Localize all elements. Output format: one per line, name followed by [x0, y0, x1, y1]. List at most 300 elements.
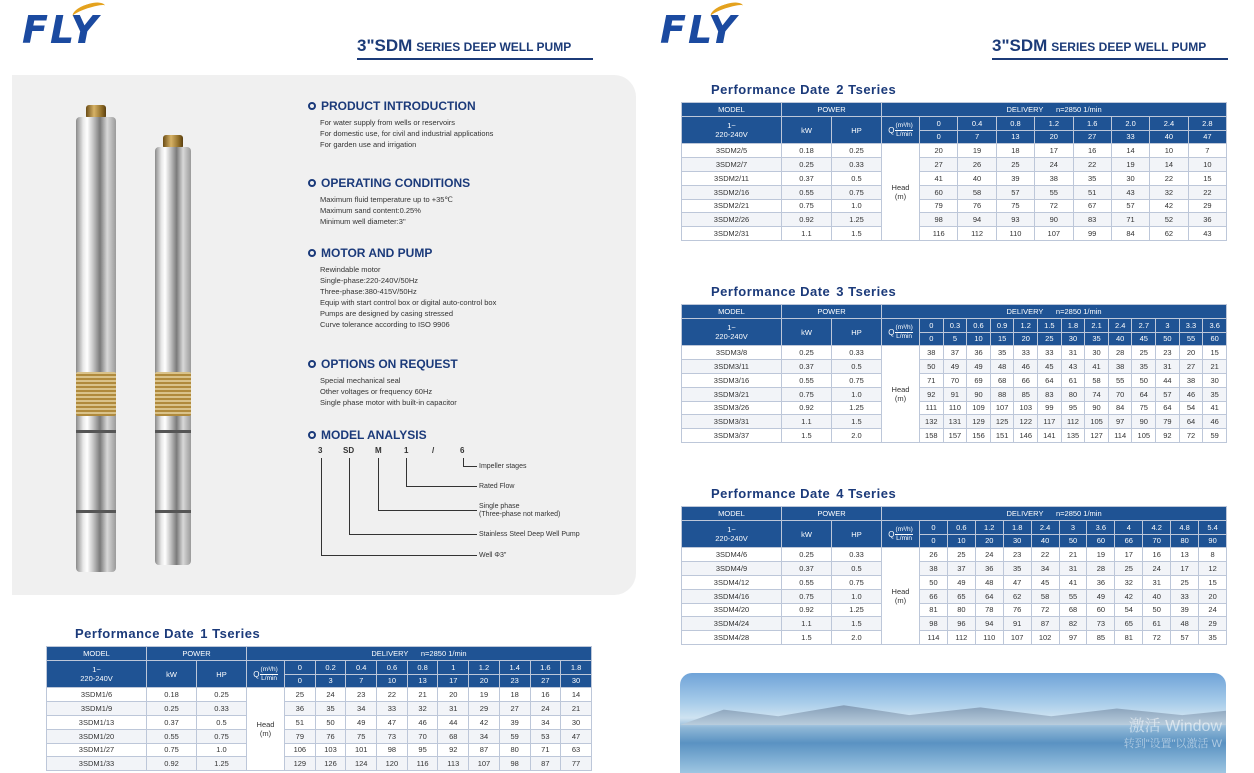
head-value-cell: 83 — [1073, 213, 1111, 227]
connector-line — [378, 458, 379, 511]
head-value-cell: 84 — [1111, 227, 1149, 241]
head-value-cell: 22 — [1150, 171, 1188, 185]
head-value-cell: 42 — [1115, 589, 1143, 603]
section-options-on-request — [308, 357, 458, 408]
head-value-cell: 75 — [346, 729, 377, 743]
performance-table-3t — [681, 304, 1227, 443]
model-cell: 3SDM3/21 — [682, 387, 782, 401]
flow-m3h-cell: 1.6 — [530, 660, 561, 674]
head-value-cell: 45 — [1031, 575, 1059, 589]
title-rule — [357, 58, 593, 60]
label-impeller-stages: Impeller stages — [479, 463, 527, 470]
head-value-cell: 82 — [1059, 617, 1087, 631]
hp-cell: 0.5 — [832, 562, 882, 576]
hp-cell: 1.25 — [832, 603, 882, 617]
head-value-cell: 146 — [1014, 429, 1038, 443]
pump-ring — [76, 510, 116, 513]
head-value-cell: 29 — [1199, 617, 1227, 631]
flow-m3h-cell: 0.4 — [346, 660, 377, 674]
unit-stack — [895, 122, 912, 139]
head-value-cell: 19 — [1111, 158, 1149, 172]
header-flow-unit — [247, 660, 285, 688]
header-delivery — [247, 647, 592, 661]
flow-m3h-cell: 3.3 — [1179, 318, 1203, 332]
header-hp: HP — [832, 116, 882, 144]
flow-m3h-cell: 5.4 — [1199, 520, 1227, 534]
header-hp: HP — [832, 318, 882, 346]
table-row — [682, 360, 1227, 374]
header-kw: kW — [782, 318, 832, 346]
head-value-cell: 112 — [947, 631, 975, 645]
flow-lmin-cell: 10 — [377, 674, 408, 688]
head-value-cell: 35 — [1199, 631, 1227, 645]
logo-text: FLY — [22, 8, 100, 52]
head-value-cell: 31 — [1143, 575, 1171, 589]
head-value-cell: 76 — [315, 729, 346, 743]
head-value-cell: 80 — [1061, 387, 1085, 401]
head-value-cell: 39 — [499, 715, 530, 729]
kw-cell: 0.25 — [782, 158, 832, 172]
head-value-cell: 116 — [920, 227, 958, 241]
activation-watermark-sub: 转到"设置"以激活 W — [1123, 738, 1222, 750]
head-value-cell: 25 — [1132, 346, 1156, 360]
head-value-cell: 92 — [438, 743, 469, 757]
section-line: For garden use and irrigation — [320, 140, 417, 149]
connector-line — [349, 534, 477, 535]
table-row — [682, 144, 1227, 158]
label-single-phase: Single phase — [479, 503, 520, 510]
flow-m3h-cell: 0.3 — [943, 318, 967, 332]
head-value-cell: 55 — [1035, 185, 1073, 199]
head-value-cell: 21 — [1203, 360, 1227, 374]
head-value-cell: 91 — [943, 387, 967, 401]
header-delivery — [882, 305, 1227, 319]
head-value-cell: 76 — [1003, 603, 1031, 617]
head-value-cell: 17 — [1115, 548, 1143, 562]
head-value-cell: 90 — [1035, 213, 1073, 227]
head-value-cell: 135 — [1061, 429, 1085, 443]
head-label-cell: Head (m) — [882, 548, 920, 645]
head-value-cell: 47 — [561, 729, 592, 743]
flow-lmin-cell: 70 — [1143, 534, 1171, 548]
unit-m3h: (m³/h) — [895, 121, 913, 129]
head-value-cell: 17 — [1035, 144, 1073, 158]
head-value-cell: 96 — [947, 617, 975, 631]
head-value-cell: 88 — [990, 387, 1014, 401]
head-value-cell: 25 — [1171, 575, 1199, 589]
head-value-cell: 55 — [1108, 373, 1132, 387]
section-line: Pumps are designed by casing stressed — [320, 309, 453, 318]
head-value-cell: 41 — [1203, 401, 1227, 415]
head-value-cell: 49 — [943, 360, 967, 374]
head-value-cell: 49 — [346, 715, 377, 729]
model-cell: 3SDM2/31 — [682, 227, 782, 241]
head-value-cell: 16 — [1073, 144, 1111, 158]
flow-lmin-cell: 35 — [1085, 332, 1109, 346]
flow-m3h-cell: 0 — [920, 520, 948, 534]
head-value-cell: 63 — [561, 743, 592, 757]
head-value-cell: 94 — [975, 617, 1003, 631]
unit-lmin: L/min — [261, 674, 278, 682]
flow-lmin-cell: 80 — [1171, 534, 1199, 548]
unit-stack — [895, 526, 912, 543]
model-cell: 3SDM1/20 — [47, 729, 147, 743]
flow-lmin-cell: 15 — [990, 332, 1014, 346]
flow-m3h-cell: 4 — [1115, 520, 1143, 534]
flow-lmin-cell: 30 — [1003, 534, 1031, 548]
head-value-cell: 33 — [1014, 346, 1038, 360]
header-voltage: 1~ 220-240V — [47, 660, 147, 688]
pump-intake — [76, 372, 116, 416]
bullet-icon — [308, 431, 316, 439]
head-value-cell: 42 — [469, 715, 500, 729]
head-value-cell: 99 — [1038, 401, 1062, 415]
head-value-cell: 59 — [1203, 429, 1227, 443]
head-value-cell: 41 — [1085, 360, 1109, 374]
hp-cell: 1.0 — [197, 743, 247, 757]
bullet-icon — [308, 102, 316, 110]
head-value-cell: 48 — [990, 360, 1014, 374]
head-value-cell: 46 — [1014, 360, 1038, 374]
head-value-cell: 34 — [1031, 562, 1059, 576]
flow-lmin-cell: 30 — [1061, 332, 1085, 346]
header-flow-unit — [882, 520, 920, 548]
flow-m3h-cell: 0.9 — [990, 318, 1014, 332]
code-separator: / — [432, 446, 435, 455]
head-value-cell: 10 — [1150, 144, 1188, 158]
header-kw: kW — [782, 520, 832, 548]
code-phase: M — [375, 446, 382, 455]
hp-cell: 0.33 — [832, 548, 882, 562]
table-header-row — [682, 318, 1227, 332]
unit-stack — [895, 324, 912, 341]
flow-m3h-cell: 2.7 — [1132, 318, 1156, 332]
head-value-cell: 8 — [1199, 548, 1227, 562]
unit-lmin: L/min — [896, 130, 913, 138]
head-value-cell: 131 — [943, 415, 967, 429]
table-row — [682, 227, 1227, 241]
flow-m3h-cell: 4.2 — [1143, 520, 1171, 534]
label-stainless-steel: Stainless Steel Deep Well Pump — [479, 531, 580, 538]
table-header-row — [682, 103, 1227, 117]
head-value-cell: 32 — [407, 702, 438, 716]
head-value-cell: 87 — [1031, 617, 1059, 631]
head-value-cell: 46 — [1203, 415, 1227, 429]
head-value-cell: 68 — [1059, 603, 1087, 617]
head-value-cell: 36 — [285, 702, 316, 716]
flow-lmin-cell: 5 — [943, 332, 967, 346]
head-value-cell: 97 — [1108, 415, 1132, 429]
head-value-cell: 76 — [958, 199, 996, 213]
flow-m3h-cell: 0 — [285, 660, 316, 674]
head-value-cell: 64 — [1179, 415, 1203, 429]
head-value-cell: 87 — [469, 743, 500, 757]
head-value-cell: 69 — [967, 373, 991, 387]
head-value-cell: 24 — [1143, 562, 1171, 576]
head-value-cell: 21 — [561, 702, 592, 716]
head-value-cell: 38 — [1179, 373, 1203, 387]
head-value-cell: 23 — [1156, 346, 1180, 360]
head-value-cell: 72 — [1031, 603, 1059, 617]
head-value-cell: 95 — [407, 743, 438, 757]
kw-cell: 0.55 — [782, 185, 832, 199]
head-value-cell: 25 — [996, 158, 1034, 172]
connector-line — [321, 458, 322, 556]
head-value-cell: 101 — [346, 743, 377, 757]
head-value-cell: 75 — [1132, 401, 1156, 415]
flow-lmin-cell: 10 — [947, 534, 975, 548]
head-value-cell: 57 — [1171, 631, 1199, 645]
head-value-cell: 21 — [407, 688, 438, 702]
model-cell: 3SDM1/6 — [47, 688, 147, 702]
flow-lmin-cell: 55 — [1179, 332, 1203, 346]
perf-title-text: Performance Date — [711, 82, 831, 97]
head-value-cell: 22 — [377, 688, 408, 702]
head-value-cell: 14 — [1111, 144, 1149, 158]
code-stages: 6 — [460, 446, 465, 455]
kw-cell: 0.37 — [782, 171, 832, 185]
perf-title-text: Performance Date — [711, 284, 831, 299]
table-row — [682, 387, 1227, 401]
head-value-cell: 67 — [1073, 199, 1111, 213]
code-well-size: 3 — [318, 446, 323, 455]
head-label-cell: Head (m) — [882, 144, 920, 241]
head-value-cell: 66 — [920, 589, 948, 603]
section-line: Other voltages or frequency 60Hz — [320, 387, 433, 396]
head-value-cell: 38 — [1035, 171, 1073, 185]
head-value-cell: 73 — [1087, 617, 1115, 631]
model-cell: 3SDM3/11 — [682, 360, 782, 374]
head-value-cell: 98 — [499, 757, 530, 771]
head-value-cell: 38 — [920, 562, 948, 576]
fly-logo — [660, 8, 738, 52]
head-value-cell: 94 — [958, 213, 996, 227]
hp-cell: 0.33 — [197, 702, 247, 716]
head-value-cell: 29 — [1188, 199, 1226, 213]
q-symbol: Q — [888, 529, 895, 539]
head-value-cell: 44 — [438, 715, 469, 729]
head-value-cell: 109 — [967, 401, 991, 415]
head-value-cell: 19 — [958, 144, 996, 158]
head-value-cell: 24 — [975, 548, 1003, 562]
hp-cell: 0.75 — [832, 575, 882, 589]
head-value-cell: 129 — [285, 757, 316, 771]
model-cell: 3SDM4/20 — [682, 603, 782, 617]
flow-lmin-cell: 3 — [315, 674, 346, 688]
head-value-cell: 83 — [1038, 387, 1062, 401]
head-value-cell: 112 — [1061, 415, 1085, 429]
section-title: OPTIONS ON REQUEST — [321, 357, 458, 371]
flow-m3h-cell: 0.4 — [958, 116, 996, 130]
bullet-icon — [308, 249, 316, 257]
head-value-cell: 17 — [1171, 562, 1199, 576]
kw-cell: 0.37 — [782, 360, 832, 374]
hp-cell: 1.25 — [832, 401, 882, 415]
flow-unit-label — [882, 122, 919, 139]
head-value-cell: 57 — [1156, 387, 1180, 401]
head-value-cell: 47 — [377, 715, 408, 729]
flow-unit-label — [882, 324, 919, 341]
head-value-cell: 57 — [996, 185, 1034, 199]
head-value-cell: 103 — [315, 743, 346, 757]
head-value-cell: 31 — [1061, 346, 1085, 360]
head-value-cell: 99 — [1073, 227, 1111, 241]
fly-logo — [22, 8, 100, 52]
flow-m3h-cell: 1.8 — [1061, 318, 1085, 332]
flow-lmin-cell: 25 — [1038, 332, 1062, 346]
section-line: Maximum sand content:0.25% — [320, 206, 421, 215]
hp-cell: 1.0 — [832, 199, 882, 213]
header-power: POWER — [147, 647, 247, 661]
delivery-label: DELIVERY — [1006, 508, 1044, 518]
section-product-introduction — [308, 99, 493, 150]
section-title: MODEL ANALYSIS — [321, 428, 427, 442]
perf-series: 1 Tseries — [200, 626, 261, 641]
flow-m3h-cell: 1.5 — [1038, 318, 1062, 332]
head-value-cell: 77 — [561, 757, 592, 771]
head-value-cell: 64 — [1132, 387, 1156, 401]
flow-m3h-cell: 1 — [438, 660, 469, 674]
kw-cell: 0.55 — [782, 575, 832, 589]
flow-lmin-cell: 40 — [1108, 332, 1132, 346]
head-value-cell: 116 — [407, 757, 438, 771]
head-value-cell: 57 — [1111, 199, 1149, 213]
hp-cell: 0.75 — [197, 729, 247, 743]
head-value-cell: 24 — [1199, 603, 1227, 617]
head-value-cell: 107 — [990, 401, 1014, 415]
head-value-cell: 68 — [990, 373, 1014, 387]
head-value-cell: 151 — [990, 429, 1014, 443]
table-row — [47, 702, 592, 716]
head-value-cell: 10 — [1188, 158, 1226, 172]
head-value-cell: 72 — [1179, 429, 1203, 443]
flow-m3h-cell: 1.8 — [1003, 520, 1031, 534]
hp-cell: 1.25 — [197, 757, 247, 771]
perf-series: 4 Tseries — [836, 486, 897, 501]
head-value-cell: 72 — [1143, 631, 1171, 645]
head-value-cell: 64 — [975, 589, 1003, 603]
flow-m3h-cell: 3 — [1156, 318, 1180, 332]
table-row — [682, 429, 1227, 443]
perf-title-3t — [711, 284, 896, 299]
head-value-cell: 79 — [920, 199, 958, 213]
flow-lmin-cell: 0 — [920, 130, 958, 144]
flow-m3h-cell: 2.4 — [1150, 116, 1188, 130]
table-row — [682, 415, 1227, 429]
flow-lmin-cell: 17 — [438, 674, 469, 688]
head-value-cell: 32 — [1115, 575, 1143, 589]
head-value-cell: 59 — [499, 729, 530, 743]
head-value-cell: 25 — [1115, 562, 1143, 576]
section-motor-and-pump — [308, 246, 496, 330]
hp-cell: 1.0 — [832, 387, 882, 401]
head-value-cell: 107 — [469, 757, 500, 771]
head-value-cell: 20 — [1199, 589, 1227, 603]
head-value-cell: 125 — [990, 415, 1014, 429]
section-line: Three-phase:380-415V/50Hz — [320, 287, 417, 296]
table-header-row — [47, 660, 592, 674]
head-value-cell: 49 — [967, 360, 991, 374]
head-value-cell: 98 — [920, 617, 948, 631]
head-value-cell: 112 — [958, 227, 996, 241]
head-value-cell: 129 — [967, 415, 991, 429]
section-title: MOTOR AND PUMP — [321, 246, 433, 260]
head-value-cell: 36 — [967, 346, 991, 360]
flow-lmin-cell: 33 — [1111, 130, 1149, 144]
header-voltage: 1~ 220-240V — [682, 520, 782, 548]
head-value-cell: 15 — [1188, 171, 1226, 185]
table-row — [682, 603, 1227, 617]
kw-cell: 1.5 — [782, 429, 832, 443]
head-value-cell: 24 — [315, 688, 346, 702]
flow-lmin-cell: 13 — [996, 130, 1034, 144]
head-value-cell: 105 — [1132, 429, 1156, 443]
table-row — [682, 562, 1227, 576]
page-title — [357, 36, 571, 56]
head-value-cell: 90 — [967, 387, 991, 401]
head-value-cell: 50 — [1143, 603, 1171, 617]
speed-label: n=2850 1/min — [420, 648, 467, 658]
head-value-cell: 49 — [947, 575, 975, 589]
head-value-cell: 87 — [530, 757, 561, 771]
head-value-cell: 40 — [1143, 589, 1171, 603]
head-value-cell: 22 — [1031, 548, 1059, 562]
header-flow-unit — [882, 318, 920, 346]
head-value-cell: 31 — [438, 702, 469, 716]
head-value-cell: 91 — [1003, 617, 1031, 631]
table-row — [47, 743, 592, 757]
head-value-cell: 65 — [1115, 617, 1143, 631]
head-value-cell: 70 — [407, 729, 438, 743]
hp-cell: 1.0 — [832, 589, 882, 603]
header-kw: kW — [782, 116, 832, 144]
flow-m3h-cell: 0.2 — [315, 660, 346, 674]
connector-line — [406, 486, 477, 487]
header-kw: kW — [147, 660, 197, 688]
hp-cell: 0.5 — [832, 171, 882, 185]
flow-m3h-cell: 4.8 — [1171, 520, 1199, 534]
kw-cell: 0.75 — [782, 589, 832, 603]
model-cell: 3SDM3/26 — [682, 401, 782, 415]
perf-title-2t — [711, 82, 896, 97]
model-cell: 3SDM2/7 — [682, 158, 782, 172]
flow-m3h-cell: 1.4 — [499, 660, 530, 674]
flow-m3h-cell: 0.8 — [407, 660, 438, 674]
head-label-cell: Head (m) — [882, 346, 920, 443]
table-row — [47, 715, 592, 729]
head-value-cell: 29 — [469, 702, 500, 716]
head-value-cell: 14 — [561, 688, 592, 702]
flow-m3h-cell: 1.2 — [1014, 318, 1038, 332]
kw-cell: 0.25 — [147, 702, 197, 716]
perf-series: 2 Tseries — [836, 82, 897, 97]
head-value-cell: 38 — [920, 346, 944, 360]
bullet-icon — [308, 360, 316, 368]
head-value-cell: 120 — [377, 757, 408, 771]
head-value-cell: 58 — [1085, 373, 1109, 387]
head-value-cell: 27 — [499, 702, 530, 716]
head-value-cell: 64 — [1156, 401, 1180, 415]
pump-intake — [155, 372, 191, 416]
model-cell: 3SDM3/8 — [682, 346, 782, 360]
flow-lmin-cell: 23 — [499, 674, 530, 688]
header-power: POWER — [782, 305, 882, 319]
perf-series: 3 Tseries — [836, 284, 897, 299]
head-value-cell: 50 — [1132, 373, 1156, 387]
unit-lmin: L/min — [896, 332, 913, 340]
perf-title-1t — [75, 626, 260, 641]
head-value-cell: 110 — [975, 631, 1003, 645]
